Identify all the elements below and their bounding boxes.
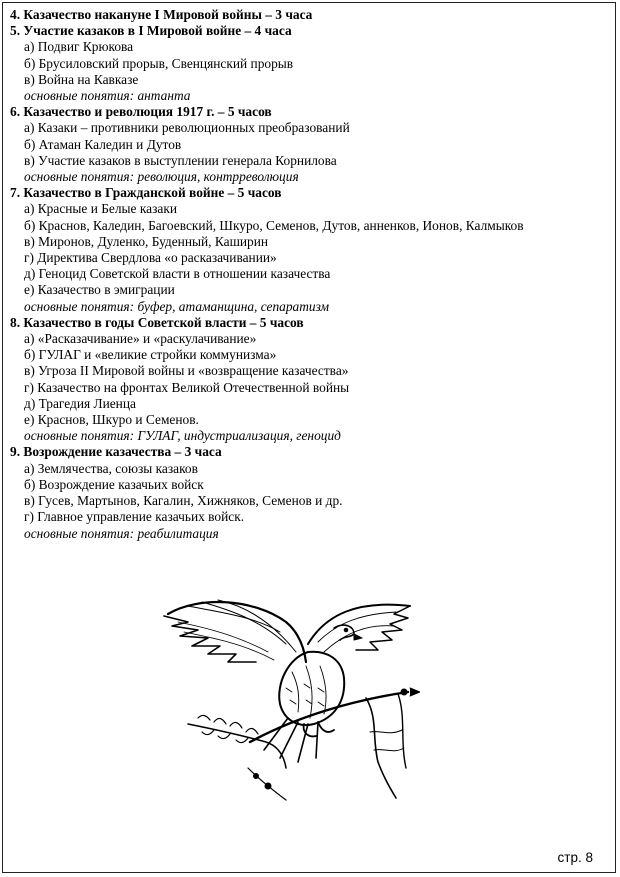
key-concepts: основные понятия: реабилитация bbox=[24, 525, 219, 541]
section-item: в) Война на Кавказе bbox=[24, 71, 139, 87]
section-item: а) «Расказачивание» и «раскулачивание» bbox=[24, 331, 257, 347]
section-item: б) ГУЛАГ и «великие стройки коммунизма» bbox=[24, 347, 277, 363]
section-item: б) Краснов, Каледин, Багоевский, Шкуро, Семенов, Дутов, анненков, Ионов, Калмыков bbox=[24, 217, 524, 233]
section bbox=[10, 7, 610, 23]
eagle-icon bbox=[158, 592, 420, 807]
key-concepts: основные понятия: ГУЛАГ, индустриализация, геноцид bbox=[24, 428, 341, 444]
section-item: г) Казачество на фронтах Великой Отечественной войны bbox=[24, 379, 350, 395]
key-concepts: основные понятия: антанта bbox=[24, 88, 191, 104]
section-title: 5. Участие казаков в I Мировой войне – 4 часа bbox=[10, 23, 292, 39]
section-item: г) Главное управление казачьих войск. bbox=[24, 509, 245, 525]
section-item: б) Атаман Каледин и Дутов bbox=[24, 136, 182, 152]
section-title: 8. Казачество в годы Советской власти – 5 часов bbox=[10, 314, 304, 330]
section bbox=[10, 315, 610, 445]
section bbox=[10, 23, 610, 104]
section-title: 4. Казачество накануне I Мировой войны – 3 часа bbox=[10, 7, 313, 22]
section-item: в) Миронов, Дуленко, Буденный, Каширин bbox=[24, 233, 269, 249]
section-item: а) Землячества, союзы казаков bbox=[24, 460, 198, 476]
key-concepts: основные понятия: революция, контрреволюция bbox=[24, 169, 299, 185]
key-concepts: основные понятия: буфер, атаманщина, сепаратизм bbox=[24, 298, 330, 314]
section bbox=[10, 104, 610, 185]
section-title: 6. Казачество и революция 1917 г. – 5 часов bbox=[10, 104, 272, 120]
section-item: в) Гусев, Мартынов, Кагалин, Хижняков, Семенов и др. bbox=[24, 493, 343, 509]
curriculum-list bbox=[10, 7, 610, 542]
section-item: а) Казаки – противники революционных преобразований bbox=[24, 120, 350, 136]
section-item: а) Подвиг Крюкова bbox=[24, 39, 134, 55]
section-item: в) Участие казаков в выступлении генерала Корнилова bbox=[24, 152, 337, 168]
section-item: д) Геноцид Советской власти в отношении казачества bbox=[24, 266, 331, 282]
section bbox=[10, 185, 610, 315]
page-number: стр. 8 bbox=[557, 850, 593, 865]
section-item: е) Краснов, Шкуро и Семенов. bbox=[24, 412, 199, 428]
section-item: в) Угроза II Мировой войны и «возвращение казачества» bbox=[24, 363, 349, 379]
section-title: 9. Возрождение казачества – 3 часа bbox=[10, 444, 222, 460]
section-item: е) Казачество в эмиграции bbox=[24, 282, 175, 298]
section-title: 7. Казачество в Гражданской войне – 5 часов bbox=[10, 185, 282, 201]
section-item: а) Красные и Белые казаки bbox=[24, 201, 177, 217]
section-item: б) Возрождение казачьих войск bbox=[24, 476, 204, 492]
section bbox=[10, 444, 610, 541]
section-item: г) Директива Свердлова «о расказачивании» bbox=[24, 250, 277, 266]
section-item: б) Брусиловский прорыв, Свенцянский прорыв bbox=[24, 55, 294, 71]
section-item: д) Трагедия Лиенца bbox=[24, 395, 136, 411]
eagle-illustration bbox=[158, 592, 420, 807]
